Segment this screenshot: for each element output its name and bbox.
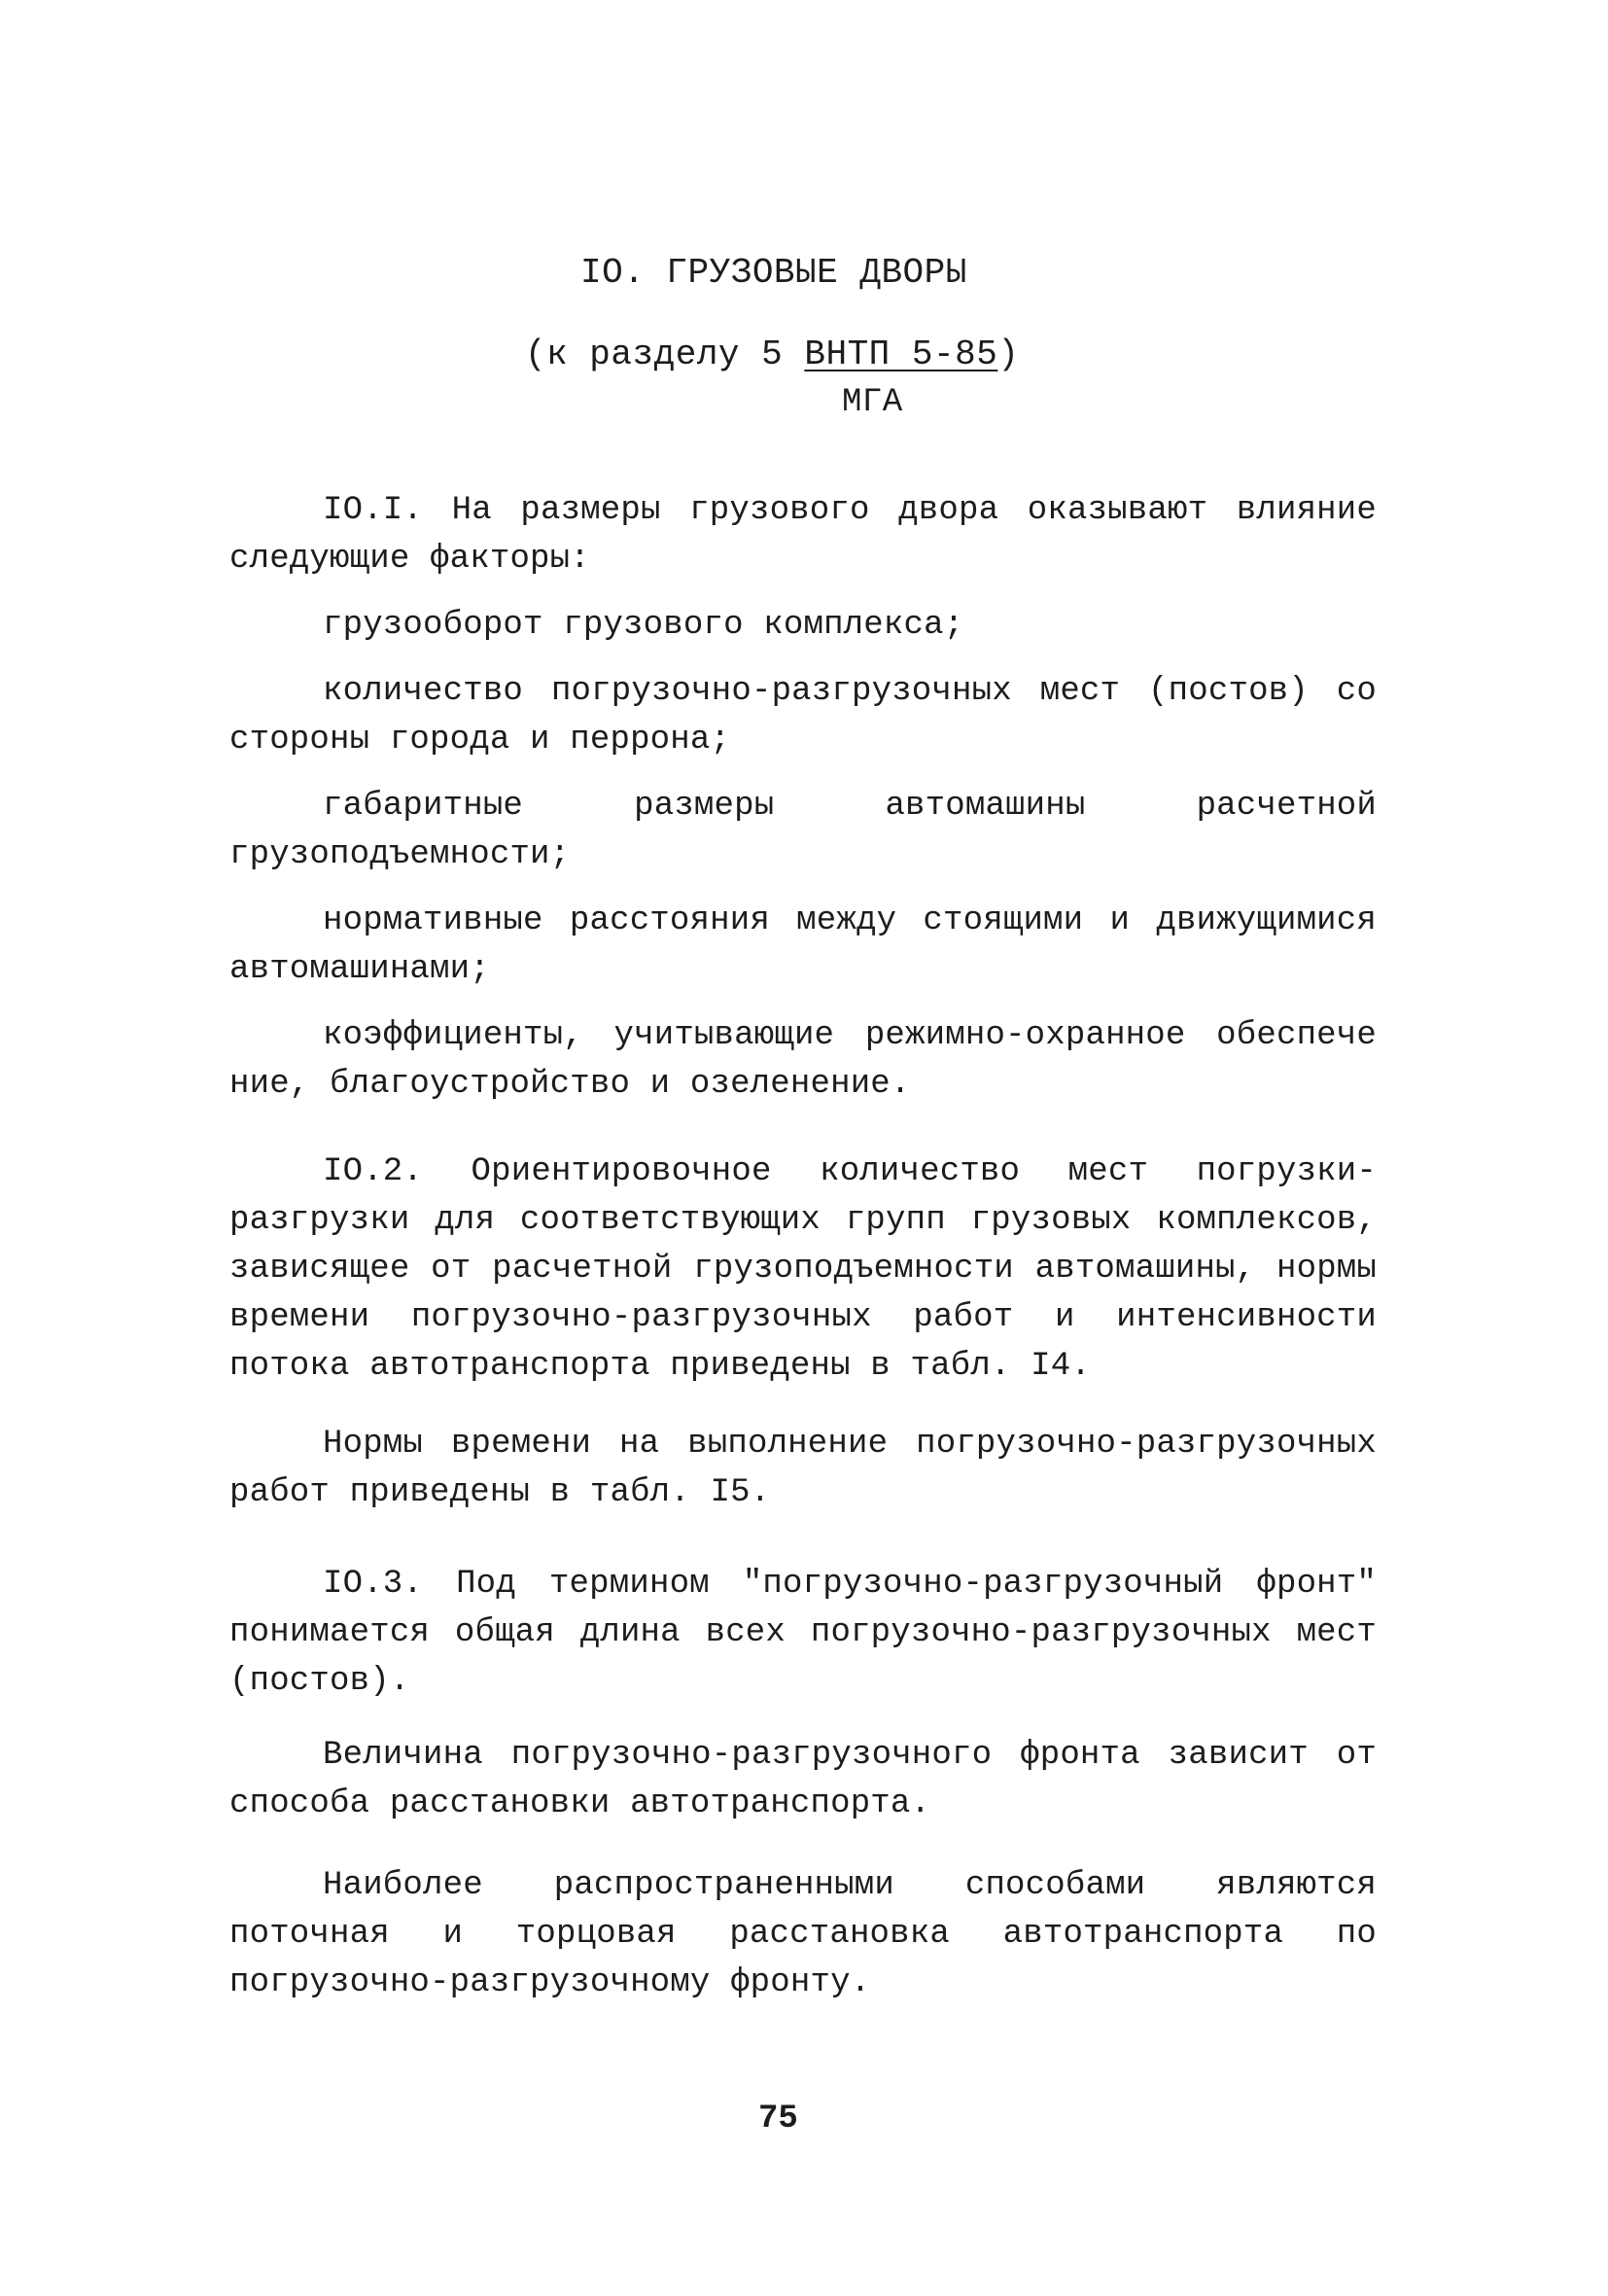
page-number: 75 bbox=[758, 2101, 798, 2137]
paragraph-placement-methods: Наиболее распространенными способами являются поточная и торцовая расстановка автотранспорта по погрузочно-разгрузочному фронту. bbox=[229, 1867, 1377, 2001]
list-item-cargo-turnover: грузооборот грузового комплекса; bbox=[323, 607, 964, 644]
paragraph-10-1: IO.I. На размеры грузового двора оказывают влияние следующие факторы: bbox=[229, 492, 1377, 578]
list-item-coefficients: коэффициенты, учитывающие режимно-охранное обеспече ние, благоустройство и озеленение. bbox=[229, 1017, 1377, 1103]
reference-document: ВНТП 5-85 bbox=[804, 335, 998, 374]
paragraph-time-norms: Нормы времени на выполнение погрузочно-разгрузочных работ приведены в табл. I5. bbox=[229, 1426, 1377, 1511]
reference-prefix: (к разделу 5 bbox=[525, 335, 805, 374]
section-title: IO. ГРУЗОВЫЕ ДВОРЫ bbox=[580, 253, 967, 293]
paragraph-10-3: IO.3. Под термином "погрузочно-разгрузочный фронт" понимается общая длина всех погрузочно-разгрузочных мест (постов). bbox=[229, 1566, 1377, 1700]
paragraph-10-2: IO.2. Ориентировочное количество мест погрузки-разгрузки для соответствующих групп грузовых комплексов, зависящее от расчетной грузоподъемности автомашины, нормы времени погрузочно-разгрузочных работ и интенсивности потока автотранспорта приведены в табл. I4. bbox=[229, 1153, 1377, 1385]
paragraph-front-size: Величина погрузочно-разгрузочного фронта зависит от способа расстановки автотранспорта. bbox=[229, 1737, 1377, 1822]
agency-label: МГА bbox=[842, 384, 903, 421]
section-reference bbox=[525, 335, 1019, 374]
reference-suffix: ) bbox=[997, 335, 1020, 374]
list-item-distances: нормативные расстояния между стоящими и движущимися автомашинами; bbox=[229, 902, 1377, 988]
list-item-loading-posts: количество погрузочно-разгрузочных мест (постов) со стороны города и перрона; bbox=[229, 673, 1377, 759]
list-item-vehicle-dimensions: габаритные размеры автомашины расчетной грузоподъемности; bbox=[229, 788, 1377, 873]
